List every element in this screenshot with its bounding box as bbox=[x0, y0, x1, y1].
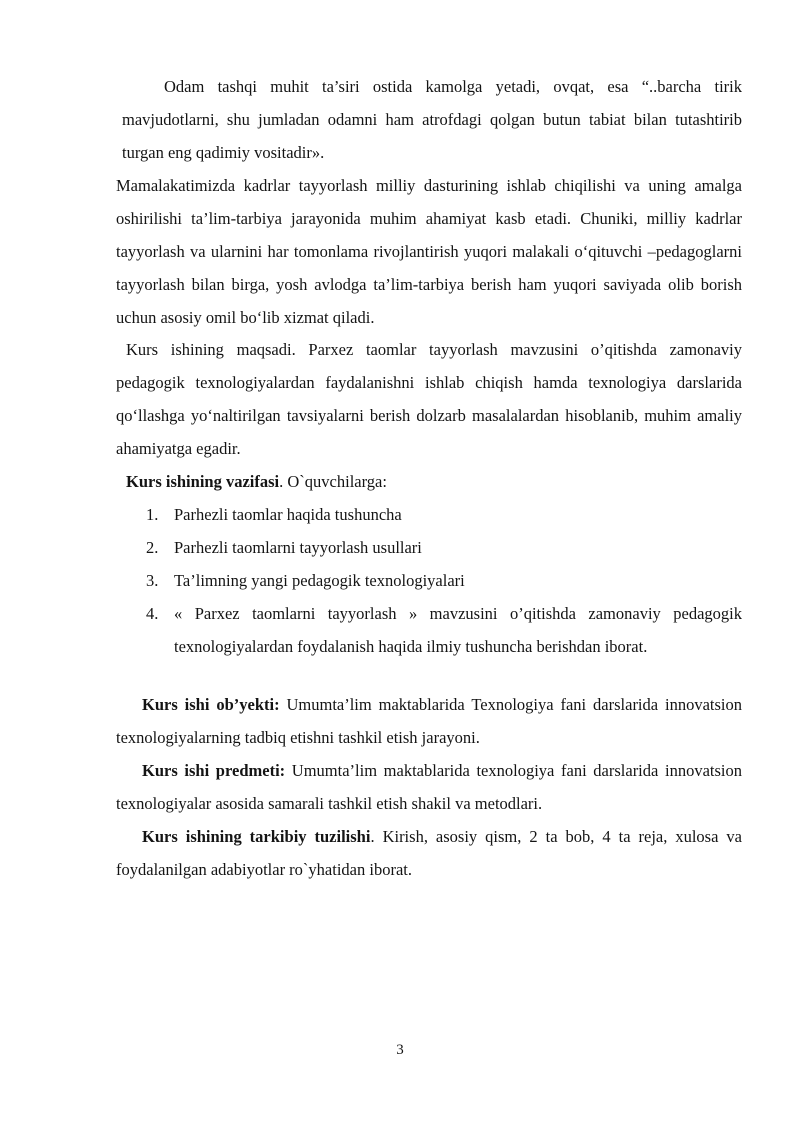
list-item-text: Ta’limning yangi pedagogik texnologiyalari bbox=[174, 571, 465, 590]
tasks-list bbox=[146, 498, 742, 663]
intro-paragraph: Odam tashqi muhit ta’siri ostida kamolga yetadi, ovqat, esa “..barcha tirik mavjudotlarni, shu jumladan odamni ham atrofdagi qolgan butun tabiat bilan tutashtirib turgan eng qadimiy vositadir». bbox=[122, 77, 742, 162]
course-object-label: Kurs ishi ob’yekti: bbox=[142, 695, 280, 714]
course-subject-label: Kurs ishi predmeti: bbox=[142, 761, 286, 780]
list-item bbox=[146, 564, 742, 597]
list-item-text: Parhezli taomlar haqida tushuncha bbox=[174, 505, 402, 524]
course-object-text: Umumta’lim maktablarida Texnologiya fani darslarida innovatsion texnologiyalarning tadbiq etishni tashkil etish jarayoni. bbox=[116, 695, 742, 747]
list-item-number: 1. bbox=[146, 505, 159, 524]
course-subject-text: Umumta’lim maktablarida texnologiya fani darslarida innovatsion texnologiyalar asosida samarali tashkil etish shakil va metodlari. bbox=[116, 761, 742, 813]
list-item-number: 2. bbox=[146, 538, 159, 557]
course-tasks-label: Kurs ishining vazifasi bbox=[126, 472, 280, 491]
list-item-number: 3. bbox=[146, 571, 159, 590]
list-item bbox=[146, 597, 742, 663]
course-goal-paragraph: Kurs ishining maqsadi. Parxez taomlar tayyorlash mavzusini o’qitishda zamonaviy pedagogik texnologiyalardan faydalanishni ishlab chiqish hamda texnologiya darslarida qo‘llashga yo‘naltirilgan tavsiyalarni berish dolzarb masalalardan hisoblanib, muhim amaliy ahamiyatga egadir. bbox=[116, 340, 742, 458]
list-item-text: « Parxez taomlarni tayyorlash » mavzusini o’qitishda zamonaviy pedagogik texnologiyalardan foydalanish haqida ilmiy tushuncha berishdan iborat. bbox=[174, 604, 742, 656]
course-structure-paragraph bbox=[116, 820, 742, 886]
cadre-training-paragraph: Mamalakatimizda kadrlar tayyorlash milliy dasturining ishlab chiqilishi va uning amalga oshirilishi ta’lim-tarbiya jarayonida muhim ahamiyat kasb etadi. Chuniki, milliy kadrlar tayyorlash va ularnini har tomonlama rivojlantirish yuqori malakali o‘qituvchi –pedagoglarni tayyorlash bilan birga, yosh avlodga ta’lim-tarbiya berish ham yuqori saviyada olib borish uchun asosiy omil bo‘lib xizmat qiladi. bbox=[116, 176, 742, 327]
list-item-number: 4. bbox=[146, 604, 159, 623]
list-item-text: Parhezli taomlarni tayyorlash usullari bbox=[174, 538, 422, 557]
course-structure-text: . Kirish, asosiy qism, 2 ta bob, 4 ta reja, xulosa va foydalanilgan adabiyotlar ro`yhatidan iborat. bbox=[116, 827, 742, 879]
page-number: 3 bbox=[396, 1042, 404, 1058]
course-subject-paragraph bbox=[116, 754, 742, 820]
course-tasks-heading bbox=[126, 465, 742, 498]
course-structure-label: Kurs ishining tarkibiy tuzilishi bbox=[142, 827, 371, 846]
list-item bbox=[146, 498, 742, 531]
course-object-paragraph bbox=[116, 688, 742, 754]
course-tasks-text: . O`quvchilarga: bbox=[279, 472, 387, 491]
list-item bbox=[146, 531, 742, 564]
